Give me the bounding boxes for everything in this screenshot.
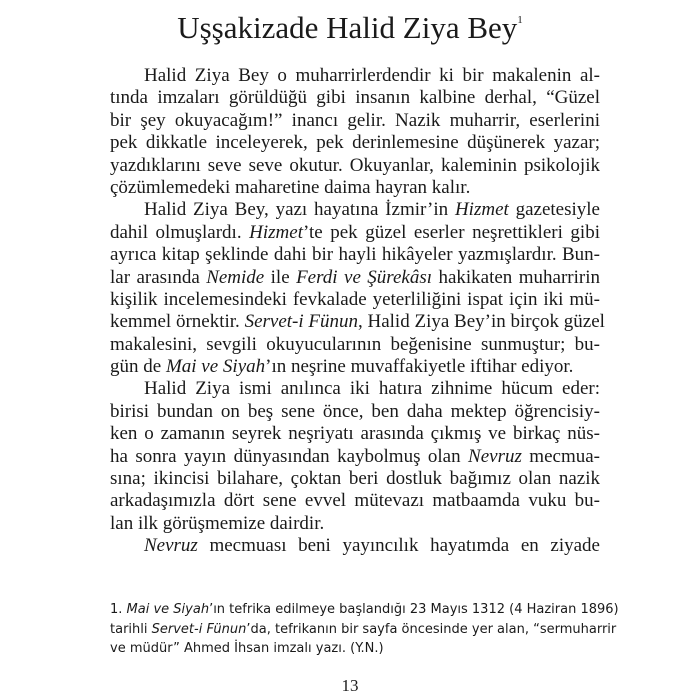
text-run: , Halid Ziya Bey’in birçok güzel bbox=[358, 311, 605, 333]
text-run: gazetesiyle bbox=[508, 199, 600, 221]
paragraph bbox=[110, 199, 605, 378]
text-run: ’ın neşrine muvaffakiyetle iftihar ediyor. bbox=[265, 356, 574, 378]
text-run: 1. bbox=[110, 602, 127, 617]
text-run: ile bbox=[264, 266, 297, 288]
text-line bbox=[110, 468, 600, 490]
text-line bbox=[110, 513, 600, 535]
footnote bbox=[110, 600, 619, 659]
text-run: çözümlemedeki maharetine daima hayran kalır. bbox=[110, 176, 471, 198]
body-text bbox=[110, 65, 605, 558]
text-line bbox=[110, 65, 600, 87]
text-run: lar arasında bbox=[110, 266, 207, 288]
text-run: sına; ikincisi bilahare, çoktan beri dostluk bağımız olan nazik bbox=[110, 468, 600, 490]
text-line bbox=[110, 289, 600, 311]
text-line bbox=[110, 87, 600, 109]
italic-title: Nemide bbox=[206, 266, 265, 288]
footnote-marker: 1 bbox=[517, 14, 523, 26]
text-line bbox=[110, 222, 600, 244]
text-line bbox=[110, 378, 600, 400]
text-line bbox=[110, 490, 600, 512]
text-run: ve müdür” Ahmed İhsan imzalı yazı. (Y.N.) bbox=[110, 641, 384, 656]
footnote-line bbox=[110, 600, 619, 620]
paragraph bbox=[110, 65, 600, 199]
text-run: ’da, tefrikanın bir sayfa öncesinde yer alan, “sermuharrir bbox=[246, 621, 617, 637]
text-line bbox=[110, 199, 600, 221]
text-run: makalesini, sevgili okuyucularının beğenisine sunmuştur; bu- bbox=[110, 333, 600, 355]
text-run: ayrıca kitap şeklinde dahi bir hayli hikâyeler yazmışlardır. Bun- bbox=[110, 244, 600, 266]
italic-title: Servet-i Fünun bbox=[151, 621, 247, 637]
text-line bbox=[110, 423, 600, 445]
italic-title: Nevruz bbox=[144, 535, 198, 557]
text-run: mecmuası beni yayıncılık hayatımda en ziyade bbox=[197, 535, 600, 557]
text-line bbox=[110, 334, 600, 356]
text-run: Halid Ziya ismi anılınca iki hatıra zihnime hücum eder: bbox=[144, 378, 600, 400]
text-run: ’te pek güzel eserler neşrettikleri gibi bbox=[302, 221, 600, 243]
italic-title: Servet-i Fünun bbox=[244, 311, 358, 333]
text-run: lan ilk görüşmemize dairdir. bbox=[110, 512, 325, 534]
italic-title: Ferdi ve Şürekâsı bbox=[296, 266, 433, 288]
text-run: pek dikkatle inceleyerek, pek derinlemesine düşünerek yazar; bbox=[110, 132, 600, 154]
text-line bbox=[110, 110, 600, 132]
text-run: ha sonra yayın dünyasından kaybolmuş olan bbox=[110, 445, 469, 467]
italic-title: Mai ve Siyah bbox=[165, 356, 266, 378]
text-line bbox=[110, 244, 600, 266]
page-number: 13 bbox=[341, 676, 359, 695]
text-run: gün de bbox=[110, 356, 166, 378]
italic-title: Hizmet bbox=[454, 199, 509, 221]
text-run: tında imzaları görüldüğü gibi insanın kalbine derhal, “Güzel bbox=[110, 87, 600, 109]
paragraph bbox=[110, 535, 600, 557]
footnote-line bbox=[110, 639, 600, 659]
text-run: dahil olmuşlardı. bbox=[110, 221, 250, 243]
text-run: ken o zamanın seyrek neşriyatı arasında çıkmış ve birkaç nüs- bbox=[110, 423, 600, 445]
text-run: bir şey okuyacağım!” inancı gelir. Nazik muharrir, eserlerini bbox=[110, 109, 600, 131]
text-line bbox=[110, 311, 605, 333]
italic-title: Mai ve Siyah bbox=[126, 602, 210, 617]
text-line bbox=[110, 446, 600, 468]
text-run: Halid Ziya Bey, yazı hayatına İzmir’in bbox=[144, 199, 455, 221]
text-run: yazdıklarını seve seve okutur. Okuyanlar, kaleminin psikolojik bbox=[110, 154, 600, 176]
text-run: Halid Ziya Bey o muharrirlerdendir ki bir makalenin al- bbox=[144, 65, 600, 86]
footnote-line bbox=[110, 620, 617, 640]
text-run: mecmua- bbox=[521, 445, 600, 467]
text-line bbox=[110, 267, 600, 289]
chapter-title bbox=[0, 2, 700, 46]
italic-title: Nevruz bbox=[468, 445, 522, 467]
text-run: ’ın tefrika edilmeye başlandığı 23 Mayıs 1312 (4 Haziran 1896) bbox=[209, 602, 619, 617]
paragraph bbox=[110, 378, 600, 535]
text-line bbox=[110, 132, 600, 154]
italic-title: Hizmet bbox=[249, 221, 303, 243]
text-line bbox=[110, 356, 600, 378]
text-run: kişilik incelemesindeki fevkalade yeterliliğini ispat için iki mü- bbox=[110, 288, 600, 310]
text-line bbox=[110, 177, 600, 199]
text-line bbox=[110, 535, 600, 557]
chapter-title-text: Uşşakizade Halid Ziya Bey bbox=[177, 10, 518, 45]
text-run: tarihli bbox=[110, 621, 152, 637]
text-line bbox=[110, 155, 600, 177]
text-run: arkadaşımızla dört sene evvel mütevazı matbaamda vuku bu- bbox=[110, 490, 600, 512]
text-run: kemmel örnektir. bbox=[110, 311, 245, 333]
text-line bbox=[110, 401, 600, 423]
text-run: birisi bundan on beş sene önce, ben daha mektep öğrencisiy- bbox=[110, 400, 600, 422]
text-run: hakikaten muharririn bbox=[432, 266, 600, 288]
